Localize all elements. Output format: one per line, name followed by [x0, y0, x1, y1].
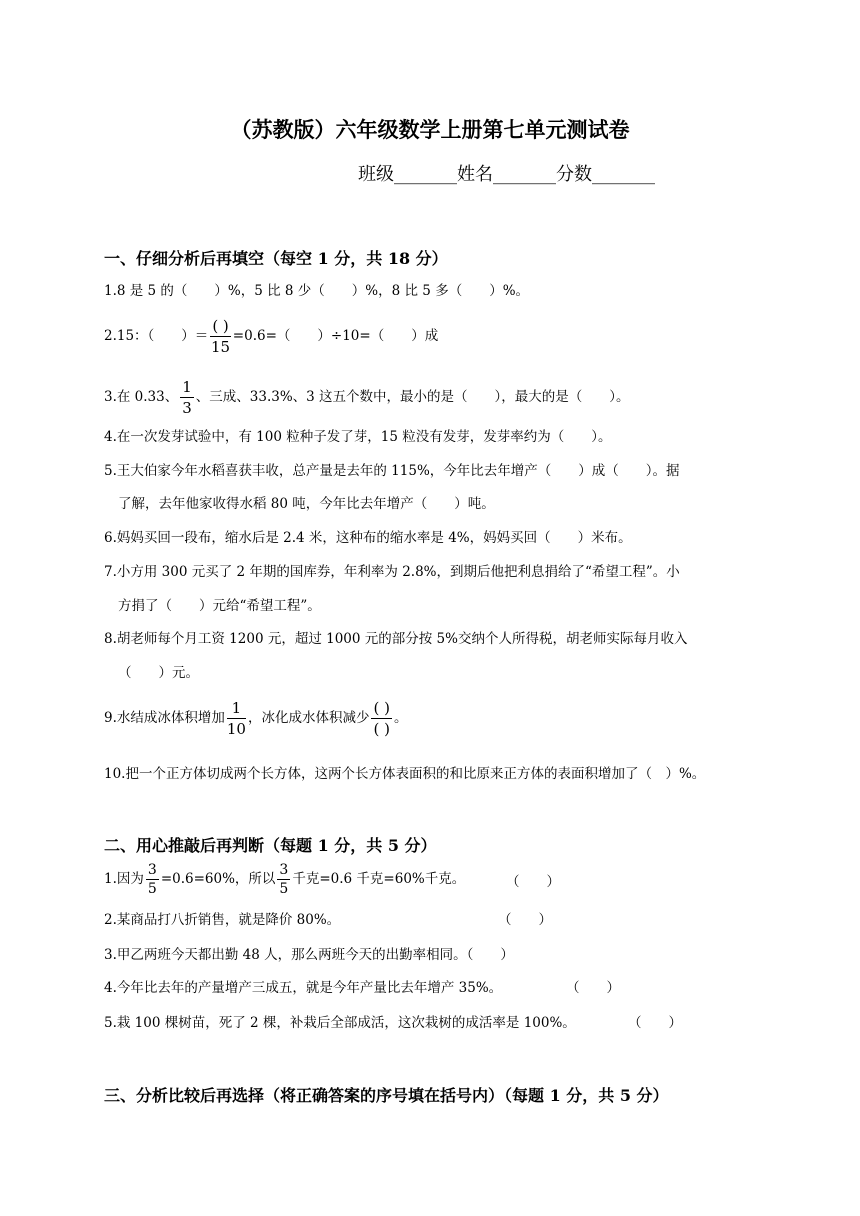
s2-q1-fraction-2: [277, 861, 290, 898]
fraction-denominator: 15: [211, 338, 231, 356]
s2-question-3: 3.甲乙两班今天都出勤 48 人，那么两班今天的出勤率相同。（ ）: [104, 947, 514, 963]
fraction-denominator: 5: [147, 881, 157, 897]
page-title: （苏教版）六年级数学上册第七单元测试卷: [230, 117, 630, 142]
s2-q1-fraction-1: [146, 861, 159, 898]
s1-q2-fraction: [210, 316, 230, 357]
fraction-numerator: ( ): [212, 317, 229, 335]
s1-question-5-line2: 了解，去年他家收得水稻 80 吨，今年比去年增产（ ）吨。: [118, 496, 495, 512]
s2-q1-mid: =0.6=60%，所以: [160, 871, 276, 887]
s1-question-8-line1: 8.胡老师每个月工资 1200 元，超过 1000 元的部分按 5%交纳个人所得税，胡老师实际每月收入: [104, 631, 688, 647]
s1-question-3: [104, 377, 630, 418]
s1-q9-fraction-2: [371, 698, 391, 739]
s2-question-2: 2.某商品打八折销售，就是降价 80%。: [104, 912, 341, 928]
fraction-denominator: ( ): [373, 720, 390, 738]
s2-q2-answer-bracket[interactable]: （ ）: [498, 912, 552, 928]
s2-q4-answer-bracket[interactable]: （ ）: [566, 980, 620, 996]
s1-question-1: 1.8 是 5 的（ ）%，5 比 8 少（ ）%，8 比 5 多（ ）%。: [104, 283, 530, 299]
s2-q1-pre: 1.因为: [104, 871, 144, 887]
s1-q2-pre: 2.15：（ ）＝: [104, 328, 209, 344]
fraction-numerator: 3: [147, 862, 157, 878]
s1-question-6: 6.妈妈买回一段布，缩水后是 2.4 米，这种布的缩水率是 4%，妈妈买回（ ）米布。: [104, 530, 632, 546]
s2-q1-answer-bracket[interactable]: （ ）: [506, 874, 560, 890]
s1-question-7-line1: 7.小方用 300 元买了 2 年期的国库券，年利率为 2.8%，到期后他把利息捐给了“希望工程”。小: [104, 564, 680, 580]
s1-q2-post: =0.6=（ ）÷10=（ ）成: [232, 328, 439, 344]
s2-q5-answer-bracket[interactable]: （ ）: [628, 1015, 682, 1031]
s1-q3-pre: 3.在 0.33、: [104, 389, 179, 405]
s1-q3-post: 、三成、33.3%、3 这五个数中，最小的是（ ），最大的是（ ）。: [195, 389, 630, 405]
s1-q9-post: 。: [393, 710, 408, 726]
s2-q1-post: 千克=0.6 千克=60%千克。: [292, 871, 466, 887]
s1-q9-mid: ，冰化成水体积减少: [247, 710, 370, 726]
s1-question-7-line2: 方捐了（ ）元给“希望工程”。: [118, 598, 321, 614]
s2-question-5: 5.栽 100 棵树苗，死了 2 棵，补栽后全部成活，这次栽树的成活率是 100%。: [104, 1015, 576, 1031]
s1-q9-fraction-1: [227, 698, 246, 739]
s1-question-5-line1: 5.王大伯家今年水稻喜获丰收，总产量是去年的 115%，今年比去年增产（ ）成（ ）。据: [104, 463, 680, 479]
fraction-denominator: 10: [226, 720, 246, 738]
section3-heading: 三、分析比较后再选择（将正确答案的序号填在括号内）（每题 1 分，共 5 分）: [104, 1086, 669, 1105]
s2-question-4: 4.今年比去年的产量增产三成五，就是今年产量比去年增产 35%。: [104, 980, 503, 996]
fraction-numerator: 1: [227, 698, 246, 719]
fraction-denominator: 3: [182, 399, 192, 417]
s1-q3-fraction: [180, 377, 194, 418]
student-info-line: 班级_______姓名_______分数_______: [358, 164, 655, 185]
fraction-numerator: 1: [182, 378, 192, 396]
s1-question-4: 4.在一次发芽试验中，有 100 粒种子发了芽，15 粒没有发芽，发芽率约为（ ）。: [104, 429, 612, 445]
section1-heading: 一、仔细分析后再填空（每空 1 分，共 18 分）: [104, 249, 448, 268]
fraction-denominator: 5: [279, 881, 289, 897]
fraction-numerator: 3: [279, 862, 289, 878]
s1-question-2: [104, 316, 438, 357]
s1-question-9: [104, 698, 407, 739]
section2-heading: 二、用心推敲后再判断（每题 1 分，共 5 分）: [104, 836, 437, 855]
s1-question-10: 10.把一个正方体切成两个长方体，这两个长方体表面积的和比原来正方体的表面积增加了（ ）%。: [104, 766, 706, 782]
s1-question-8-line2: （ ）元。: [118, 665, 199, 681]
s1-q9-pre: 9.水结成冰体积增加: [104, 710, 225, 726]
fraction-numerator: ( ): [373, 699, 390, 717]
s2-question-1: [104, 861, 465, 898]
